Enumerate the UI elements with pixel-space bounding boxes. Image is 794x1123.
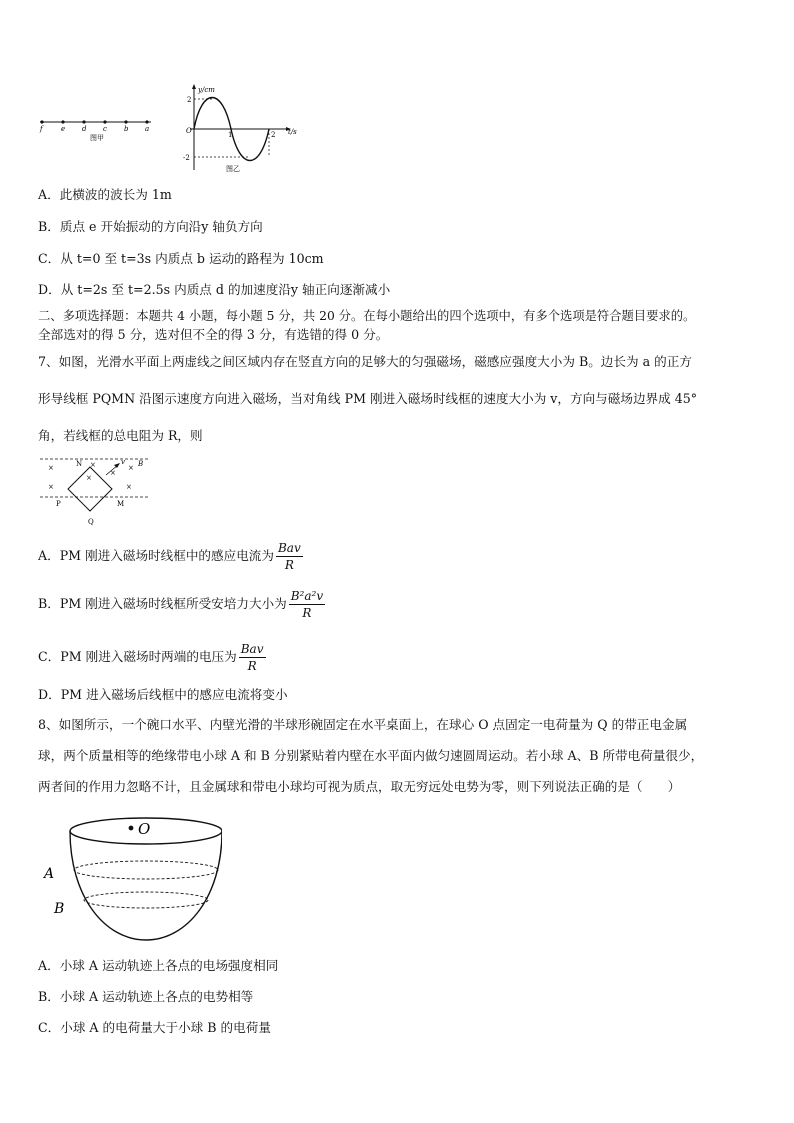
option-text: PM 刚进入磁场时线框所受安培力大小为 — [59, 596, 287, 611]
label-p: P — [56, 500, 61, 508]
q7-stem-line1: 7、如图，光滑水平面上两虚线之间区域内存在竖直方向的足够大的匀强磁场，磁感应强度大小为 B。边长为 a 的正方 — [38, 354, 692, 369]
option-text: 小球 A 运动轨迹上各点的电势相等 — [59, 989, 254, 1004]
denominator: R — [284, 558, 294, 572]
point-label-f: f — [40, 125, 43, 133]
label-b: B — [54, 901, 65, 917]
q6-option-c — [38, 250, 324, 268]
q8-option-b — [38, 988, 253, 1006]
figure-jia-caption: 图甲 — [90, 134, 104, 142]
q8-stem-line2: 球，两个质量相等的绝缘带电小球 A 和 B 分别紧贴着内壁在水平面内做匀速圆周运动。若小球 A、B 所带电荷量很少， — [38, 748, 704, 763]
orbit-b — [84, 892, 208, 908]
option-text: PM 刚进入磁场时两端的电压为 — [60, 649, 237, 664]
section-heading-line1: 二、多项选择题：本题共 4 小题，每小题 5 分，共 20 分。在每小题给出的四个选项中，有多个选项是符合题目要求的。 — [38, 309, 696, 323]
figure-jia — [36, 114, 156, 146]
y-tick-2: 2 — [187, 96, 192, 104]
orbit-a — [74, 861, 218, 879]
q7-option-b — [38, 588, 325, 621]
label-q: Q — [88, 518, 94, 526]
q8-option-a — [38, 957, 278, 975]
label-a: A — [44, 866, 55, 882]
option-letter: A． — [38, 958, 60, 973]
option-letter: A． — [38, 548, 60, 563]
option-text: 此横波的波长为 1m — [59, 187, 172, 202]
field-cross: × — [48, 483, 54, 491]
option-letter: B． — [38, 989, 60, 1004]
option-letter: A． — [38, 187, 60, 202]
point-label-e: e — [61, 125, 66, 133]
option-text: 小球 A 运动轨迹上各点的电场强度相同 — [59, 958, 279, 973]
option-text: 小球 A 的电荷量大于小球 B 的电荷量 — [60, 1020, 271, 1035]
point-label-c: c — [103, 125, 107, 133]
field-cross: × — [48, 464, 54, 472]
numerator: Bav — [240, 642, 264, 656]
x-tick-2: 2 — [271, 131, 276, 139]
origin-label: O — [186, 127, 192, 135]
numerator: Bav — [277, 541, 301, 555]
fraction — [276, 540, 303, 573]
q6-option-b — [38, 218, 263, 236]
q8-bowl-figure — [40, 812, 222, 944]
q7-option-a — [38, 540, 303, 573]
option-letter: C． — [38, 649, 61, 664]
y-axis-label: y/cm — [198, 86, 215, 94]
option-text: 从 t=2s 至 t=2.5s 内质点 d 的加速度沿y 轴正向逐渐减小 — [60, 282, 391, 297]
label-v: v — [121, 458, 125, 466]
option-text: PM 进入磁场后线框中的感应电流将变小 — [60, 687, 288, 702]
q7-stem-line3: 角，若线框的总电阻为 R，则 — [38, 428, 203, 443]
figure-yi — [180, 82, 310, 174]
figure-yi-caption: 图乙 — [226, 165, 240, 173]
denominator: R — [302, 606, 312, 620]
q7-stem-line2: 形导线框 PQMN 沿图示速度方向进入磁场，当对角线 PM 刚进入磁场时线框的速度大小为 v，方向与磁场边界成 45° — [38, 391, 698, 406]
x-tick-1: 1 — [228, 131, 233, 139]
y-tick-neg2: -2 — [183, 154, 190, 162]
point-label-b: b — [124, 125, 129, 133]
fraction — [289, 588, 325, 621]
q6-option-d — [38, 281, 390, 299]
q8-option-c — [38, 1019, 271, 1037]
label-o: O — [138, 820, 151, 838]
center-charge-dot — [129, 826, 134, 831]
q7-figure — [40, 453, 152, 529]
label-n: N — [76, 460, 83, 468]
q8-stem-line1: 8、如图所示，一个碗口水平、内壁光滑的半球形碗固定在水平桌面上，在球心 O 点固定一电荷量为 Q 的带正电金属 — [38, 717, 688, 732]
fraction — [239, 641, 266, 674]
q8-stem-line3: 两者间的作用力忽略不计，且金属球和带电小球均可视为质点，取无穷远处电势为零，则下列说法正确的是（ ） — [38, 779, 681, 794]
q7-option-d — [38, 686, 288, 704]
option-letter: D． — [38, 687, 61, 702]
option-letter: B． — [38, 596, 60, 611]
field-cross: × — [110, 469, 116, 477]
option-letter: C． — [38, 251, 61, 266]
point-label-d: d — [82, 125, 87, 133]
label-b: B — [138, 460, 144, 468]
x-axis-label: t/s — [288, 128, 297, 136]
label-m: M — [117, 500, 125, 508]
section-heading-line2: 全部选对的得 5 分，选对但不全的得 3 分，有选错的得 0 分。 — [38, 327, 389, 342]
field-cross: × — [128, 464, 134, 472]
option-text: 从 t=0 至 t=3s 内质点 b 运动的路程为 10cm — [60, 251, 324, 266]
q7-option-c — [38, 641, 266, 674]
option-letter: C． — [38, 1020, 61, 1035]
field-cross: × — [90, 461, 96, 469]
option-text: PM 刚进入磁场时线框中的感应电流为 — [59, 548, 274, 563]
q6-option-a — [38, 186, 172, 204]
field-cross: × — [126, 483, 132, 491]
option-text: 质点 e 开始振动的方向沿y 轴负方向 — [59, 219, 263, 234]
denominator: R — [247, 659, 257, 673]
numerator: B²a²v — [290, 589, 324, 603]
point-label-a: a — [145, 125, 150, 133]
field-cross: × — [86, 474, 92, 482]
option-letter: D． — [38, 282, 61, 297]
option-letter: B． — [38, 219, 60, 234]
